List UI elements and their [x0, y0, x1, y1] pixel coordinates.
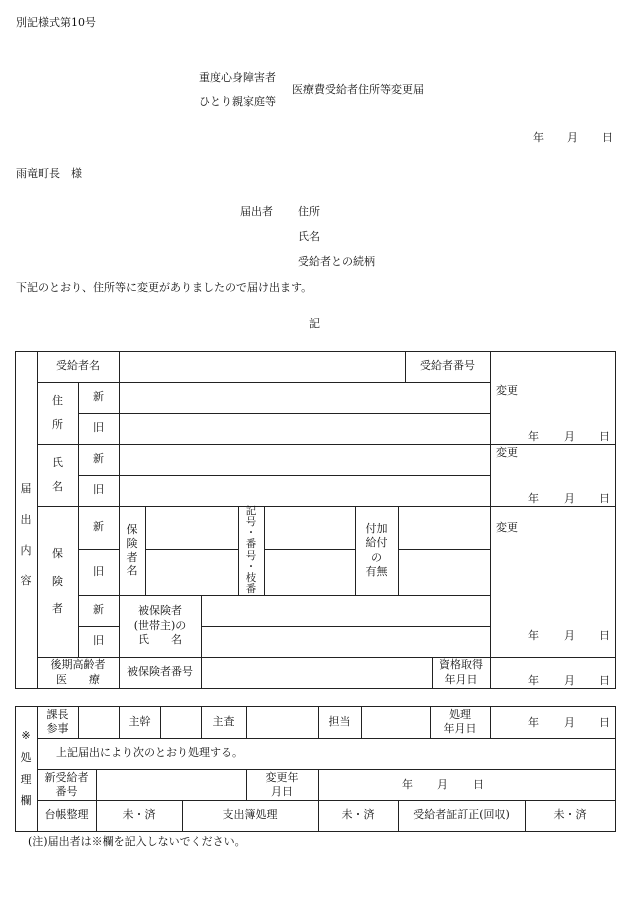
kacho-label: 課長	[46, 708, 69, 722]
applicant-address-label: 住所	[298, 205, 320, 218]
insurer-new-field[interactable]	[145, 506, 238, 549]
side-label-char: 出	[20, 512, 32, 526]
title-category-1: 重度心身障害者	[199, 71, 276, 84]
supplement-new-field[interactable]	[398, 506, 490, 549]
insured-old-field[interactable]	[201, 626, 490, 657]
insured-number-field[interactable]	[201, 657, 432, 688]
elderly-label: 医 療	[56, 672, 100, 686]
recipient-number-label: 受給者番号	[420, 359, 475, 373]
name-label-char: 氏	[52, 456, 63, 470]
change-date-day: 日	[473, 778, 484, 791]
shusa-stamp-field[interactable]	[246, 706, 318, 738]
name-new-label: 新	[93, 452, 104, 466]
insurer-new-label: 新	[93, 520, 104, 534]
ledger-status[interactable]: 未・済	[122, 808, 156, 822]
insurance-change-year: 年	[528, 629, 539, 642]
name-change-day: 日	[599, 492, 610, 505]
supplement-label: の	[371, 550, 382, 564]
processing-side-char: 理	[20, 772, 32, 786]
tanto-label: 担当	[328, 714, 351, 728]
insurer-name-char: 険	[126, 536, 138, 550]
payment-ledger-label: 支出簿処理	[222, 808, 278, 822]
change-date-label: 変更年	[265, 770, 299, 784]
recipient-name-field[interactable]	[119, 351, 405, 382]
date-year: 年	[533, 131, 544, 144]
address-change-year: 年	[528, 430, 539, 443]
supplement-label: 付加	[365, 521, 388, 535]
processing-day: 日	[599, 716, 610, 729]
insured-old-label: 旧	[93, 634, 104, 648]
processing-side-char: 処	[20, 750, 32, 764]
processing-side-char: 欄	[20, 794, 32, 808]
name-label-char: 名	[52, 480, 63, 493]
elderly-label: 後期高齢者	[50, 658, 106, 672]
name-change-month: 月	[564, 492, 575, 505]
insured-label: (世帯主)の	[133, 618, 187, 632]
insurer-name-char: 名	[126, 564, 138, 578]
name-old-label: 旧	[93, 483, 104, 497]
ledger-label: 台帳整理	[44, 808, 89, 822]
qualification-month: 月	[564, 674, 575, 687]
applicant-name-label: 氏名	[298, 230, 320, 243]
shukan-label: 主幹	[128, 714, 151, 728]
processing-text: 上記届出により次のとおり処理する。	[56, 746, 243, 759]
symbol-number-char: 番	[245, 538, 257, 551]
new-number-label: 新受給者	[44, 770, 89, 784]
title-category-2: ひとり親家庭等	[199, 95, 276, 108]
qualification-year: 年	[528, 674, 539, 687]
side-label-char: 届	[20, 482, 32, 495]
addressee: 雨竜町長 様	[16, 167, 82, 180]
form-number: 別記様式第10号	[16, 16, 96, 29]
processing-year: 年	[528, 716, 539, 729]
name-old-field[interactable]	[119, 475, 490, 506]
qualification-day: 日	[599, 674, 610, 687]
insured-number-label: 被保険者番号	[127, 665, 193, 679]
kacho-label: 参事	[46, 722, 69, 735]
applicant-relation-label: 受給者との続柄	[298, 255, 375, 268]
processing-date-label: 年月日	[443, 722, 477, 735]
address-label-char: 所	[52, 418, 63, 431]
footnote: (注)届出者は※欄を記入しないでください。	[28, 835, 246, 848]
applicant-label: 届出者	[240, 205, 273, 218]
insurer-old-label: 旧	[93, 564, 104, 578]
insurer-name-char: 者	[126, 550, 138, 564]
symbol-number-char: ・	[245, 527, 257, 540]
address-old-label: 旧	[93, 421, 104, 435]
address-new-label: 新	[93, 390, 104, 404]
symbol-number-char: 番	[245, 582, 257, 595]
shukan-stamp-field[interactable]	[160, 706, 201, 738]
name-change-year: 年	[528, 492, 539, 505]
kacho-stamp-field[interactable]	[78, 706, 119, 738]
symbol-old-field[interactable]	[264, 549, 355, 595]
tanto-stamp-field[interactable]	[361, 706, 430, 738]
insurance-change-day: 日	[599, 629, 610, 642]
insurance-label-char: 者	[52, 602, 63, 616]
insurance-change-month: 月	[564, 629, 575, 642]
symbol-number-char: 号	[245, 516, 257, 529]
side-label-char: 内	[20, 543, 32, 557]
qualification-date-label: 資格取得	[439, 658, 483, 672]
insurer-old-field[interactable]	[145, 549, 238, 595]
change-date-label: 月日	[271, 784, 293, 798]
symbol-new-field[interactable]	[264, 506, 355, 549]
change-date-year: 年	[402, 778, 413, 791]
supplement-label: 有無	[365, 564, 388, 578]
date-day: 日	[602, 131, 613, 144]
address-change-day: 日	[599, 430, 610, 443]
recipient-number-field[interactable]	[490, 351, 615, 382]
symbol-number-char: 枝	[245, 571, 257, 584]
new-number-label: 番号	[55, 784, 78, 798]
address-change-month: 月	[564, 430, 575, 443]
insured-label: 被保険者	[138, 603, 182, 617]
name-new-field[interactable]	[119, 444, 490, 475]
address-new-field[interactable]	[119, 382, 490, 413]
symbol-number-char: ・	[245, 560, 257, 573]
page-title: 医療費受給者住所等変更届	[292, 83, 424, 96]
processing-month: 月	[564, 716, 575, 729]
intro-text: 下記のとおり、住所等に変更がありましたので届け出ます。	[16, 281, 313, 294]
insured-new-field[interactable]	[201, 595, 490, 626]
processing-side-char: ※	[21, 729, 31, 742]
certificate-fix-label: 受給者証訂正(回収)	[413, 808, 510, 822]
insurer-name-char: 保	[126, 523, 138, 536]
processing-date-label: 処理	[449, 708, 471, 722]
name-change-label: 変更	[496, 446, 518, 459]
address-change-label: 変更	[496, 384, 518, 397]
date-month: 月	[567, 131, 578, 144]
address-label-char: 住	[52, 394, 63, 408]
address-old-field[interactable]	[119, 413, 490, 444]
certificate-fix-status[interactable]: 未・済	[553, 808, 587, 822]
insured-new-label: 新	[93, 603, 104, 617]
ki-heading: 記	[309, 317, 320, 330]
symbol-number-char: 記	[245, 505, 257, 518]
insured-label: 氏 名	[138, 633, 182, 647]
insurance-label-char: 険	[52, 574, 63, 588]
side-label-char: 容	[20, 574, 32, 588]
recipient-name-label: 受給者名	[56, 359, 100, 373]
supplement-old-field[interactable]	[398, 549, 490, 595]
insurance-label-char: 保	[52, 546, 63, 560]
insurance-change-label: 変更	[496, 521, 518, 534]
qualification-date-label: 年月日	[444, 672, 478, 686]
shusa-label: 主査	[212, 714, 235, 728]
new-number-field[interactable]	[96, 769, 246, 800]
supplement-label: 給付	[365, 536, 388, 550]
payment-ledger-status[interactable]: 未・済	[341, 808, 375, 822]
symbol-number-char: 号	[245, 549, 257, 562]
change-date-month: 月	[437, 778, 448, 791]
